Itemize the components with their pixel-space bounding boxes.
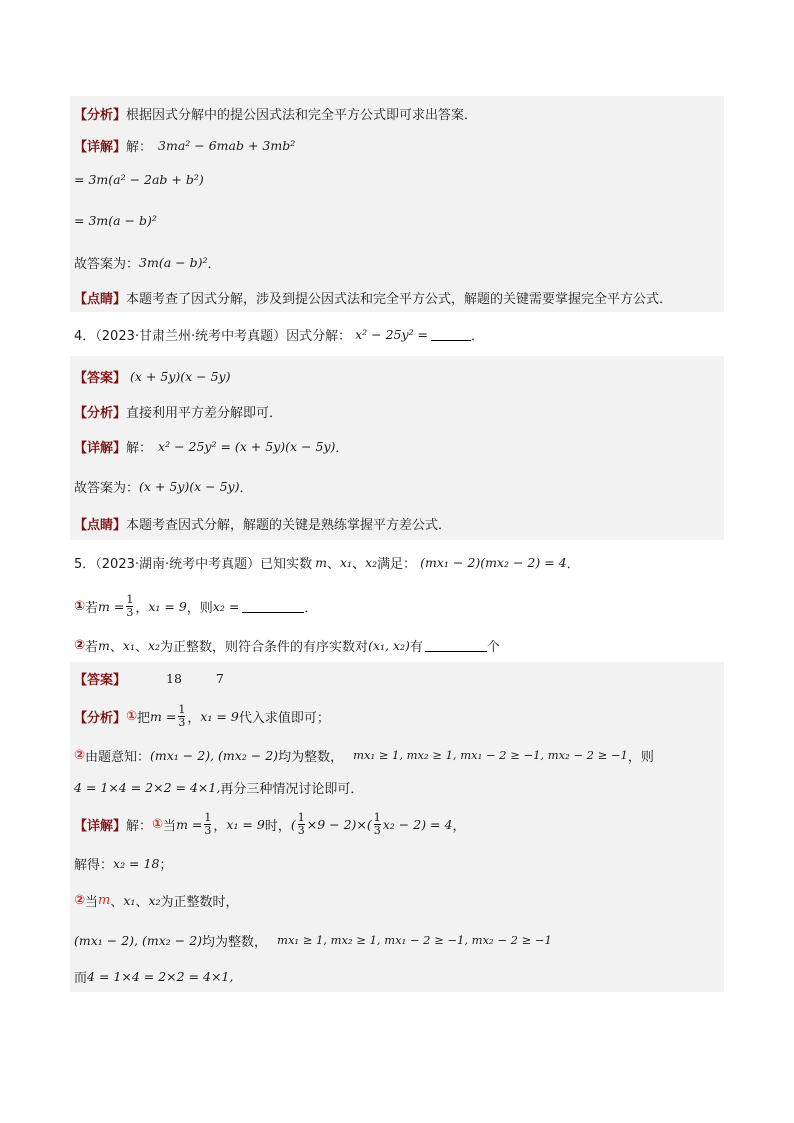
fraction-denominator: 3 bbox=[297, 823, 305, 837]
q4-solution-block bbox=[70, 356, 724, 540]
q4-analysis-row bbox=[70, 396, 724, 426]
q5-part2-b: 、 bbox=[109, 639, 123, 655]
comment-tag: 【点睛】 bbox=[74, 291, 127, 307]
q5-part1-x1: x₁ = 9 bbox=[148, 598, 187, 614]
q5-d1-end: ， bbox=[452, 818, 466, 834]
q4-detail-prefix: 解： bbox=[126, 440, 153, 456]
q4-conclusion-prefix: 故答案为： bbox=[74, 480, 140, 496]
q5-d3-d: 为正整数时， bbox=[160, 894, 239, 910]
p3-comment-row bbox=[70, 282, 724, 312]
p3-conclusion-prefix: 故答案为： bbox=[74, 256, 140, 272]
q4-conclusion-row bbox=[70, 466, 724, 506]
fraction-numerator: 1 bbox=[297, 810, 305, 824]
q5-stem-m: m bbox=[315, 554, 327, 570]
q5-stem bbox=[70, 540, 724, 584]
q5-d1-b: ， bbox=[213, 818, 227, 834]
q5-part2-e: 有 bbox=[409, 639, 423, 655]
detail-tag: 【详解】 bbox=[74, 139, 127, 155]
q5-analysis-row1 bbox=[70, 694, 724, 738]
q5-part2-blank bbox=[425, 639, 487, 652]
q5-an2-c: ，则 bbox=[627, 749, 654, 765]
q5-d1-expr-c: x₂ − 2) = 4 bbox=[382, 816, 453, 832]
q5-d2-expr: x₂ = 18 bbox=[113, 855, 160, 871]
p3-analysis-row bbox=[70, 96, 724, 130]
q5-part1-x2: x₂ = bbox=[212, 598, 240, 614]
fraction-denominator: 3 bbox=[126, 605, 134, 619]
q5-detail-row4 bbox=[70, 920, 724, 960]
detail-tag: 【详解】 bbox=[74, 440, 127, 456]
q5-d3-b: 、 bbox=[110, 894, 124, 910]
q5-d3-c: 、 bbox=[135, 894, 149, 910]
q5-d3-x2: x₂ bbox=[148, 892, 161, 908]
q5-detail-row2 bbox=[70, 846, 724, 880]
p3-conclusion-suffix: ． bbox=[207, 256, 221, 272]
q5-an1-m: m = bbox=[150, 708, 177, 724]
q5-d4-expr1: (mx₁ − 2), (mx₂ − 2) bbox=[74, 932, 203, 948]
q5-d5-expr: 4 = 1×4 = 2×2 = 4×1, bbox=[87, 968, 234, 984]
answer-tag: 【答案】 bbox=[74, 370, 127, 386]
q5-d3-x1: x₁ bbox=[123, 892, 136, 908]
fraction-denominator: 3 bbox=[178, 715, 186, 729]
p3-conclusion-expr: 3m(a − b)² bbox=[139, 254, 208, 270]
solution-page bbox=[70, 96, 724, 992]
q5-answer-row bbox=[70, 662, 724, 694]
q5-stem-c: 、 bbox=[352, 556, 366, 572]
q5-d4-expr2: mx₁ ≥ 1, mx₂ ≥ 1, mx₁ − 2 ≥ −1, mx₂ − 2 ≥ −1 bbox=[277, 933, 552, 947]
analysis-tag: 【分析】 bbox=[74, 710, 127, 726]
q5-stem-a: 5．（2023·湖南·统考中考真题）已知实数 bbox=[74, 556, 313, 572]
p3-comment-text: 本题考查了因式分解，涉及到提公因式法和完全平方公式，解题的关键需要掌握完全平方公式． bbox=[126, 291, 673, 307]
q5-detail-row5 bbox=[70, 960, 724, 992]
q5-an2-marker: ② bbox=[74, 747, 86, 763]
q5-an1-c: 代入求值即可； bbox=[238, 710, 330, 726]
fraction-numerator: 1 bbox=[178, 702, 186, 716]
q5-stem-b: 、 bbox=[326, 556, 340, 572]
fraction-numerator: 1 bbox=[204, 810, 212, 824]
p3-solution-block bbox=[70, 96, 724, 312]
detail-tag: 【详解】 bbox=[74, 818, 127, 834]
q5-part1-marker: ① bbox=[74, 598, 86, 614]
q5-d3-marker: ② bbox=[74, 892, 86, 908]
q5-an3-text: 再分三种情况讨论即可． bbox=[220, 781, 364, 797]
q5-part1-b: ， bbox=[135, 600, 149, 616]
q4-conclusion-end: ． bbox=[239, 480, 253, 496]
q5-part1-c: ，则 bbox=[186, 600, 213, 616]
q5-part1-a: 若 bbox=[85, 600, 99, 616]
p3-expr2: = 3m(a² − 2ab + b²) bbox=[74, 171, 204, 187]
fraction-denominator: 3 bbox=[204, 823, 212, 837]
comment-tag: 【点睛】 bbox=[74, 517, 127, 533]
q5-d1-marker: ① bbox=[152, 816, 164, 832]
q4-stem-text: 4．（2023·甘肃兰州·统考中考真题）因式分解： bbox=[74, 328, 352, 344]
q5-part1-end: ． bbox=[304, 600, 318, 616]
q5-d3-m: m bbox=[98, 892, 111, 908]
q5-part2-end: 个 bbox=[486, 639, 500, 655]
fraction-denominator: 3 bbox=[373, 823, 381, 837]
answer-tag: 【答案】 bbox=[74, 672, 127, 688]
q5-an2-b: 均为整数， bbox=[278, 749, 344, 765]
p3-step3-row bbox=[70, 198, 724, 242]
analysis-tag: 【分析】 bbox=[74, 107, 127, 123]
q5-stem-end: ． bbox=[566, 556, 580, 572]
p3-step2-row bbox=[70, 160, 724, 198]
q4-answer-expr: (x + 5y)(x − 5y) bbox=[130, 368, 231, 384]
q5-an2-expr2: mx₁ ≥ 1, mx₂ ≥ 1, mx₁ − 2 ≥ −1, mx₂ − 2 ≥ −1 bbox=[353, 748, 628, 762]
fraction-one-third bbox=[204, 812, 211, 837]
q4-stem-end: ． bbox=[471, 328, 485, 344]
q4-conclusion-expr: (x + 5y)(x − 5y) bbox=[139, 478, 240, 494]
fraction-numerator: 1 bbox=[126, 592, 134, 606]
fraction-numerator: 1 bbox=[373, 810, 381, 824]
q4-detail-expr: x² − 25y² = (x + 5y)(x − 5y) bbox=[158, 438, 336, 454]
p3-expr1: 3ma² − 6mab + 3mb² bbox=[158, 137, 296, 153]
q5-part2-c: 、 bbox=[134, 639, 148, 655]
q5-part2-d: 为正整数，则符合条件的有序实数对 bbox=[160, 639, 369, 655]
q5-part2-marker: ② bbox=[74, 637, 86, 653]
p3-detail-prefix: 解： bbox=[126, 139, 153, 155]
q5-stem-x2: x₂ bbox=[365, 554, 378, 570]
q4-stem bbox=[70, 312, 724, 356]
q5-analysis-row3 bbox=[70, 772, 724, 802]
q4-stem-expr: x² − 25y² = bbox=[355, 326, 429, 342]
q4-answer-blank bbox=[431, 328, 471, 341]
q5-d1-expr-b: ×9 − 2)×( bbox=[306, 816, 372, 832]
q4-detail-end: ． bbox=[335, 440, 349, 456]
q5-d1-expr-a: ( bbox=[290, 816, 296, 832]
q5-part2-x2: x₂ bbox=[147, 637, 161, 653]
q5-detail-row1 bbox=[70, 802, 724, 846]
q5-d5-a: 而 bbox=[74, 970, 88, 986]
p3-analysis-text: 根据因式分解中的提公因式法和完全平方公式即可求出答案． bbox=[126, 107, 478, 123]
q5-d1-prefix: 解： bbox=[126, 818, 153, 834]
q5-part2-a: 若 bbox=[85, 639, 99, 655]
q5-answer-1: 18 bbox=[166, 670, 182, 686]
q5-an2-a: 由题意知： bbox=[85, 749, 151, 765]
q5-an1-b: ， bbox=[187, 710, 201, 726]
q5-d1-c: 时， bbox=[264, 818, 291, 834]
q5-part2-x1: x₁ bbox=[122, 637, 135, 653]
q5-solution-block bbox=[70, 662, 724, 992]
q5-d4-b: 均为整数， bbox=[202, 934, 268, 950]
q5-part1-m: m = bbox=[98, 598, 125, 614]
q4-comment-text: 本题考查因式分解，解题的关键是熟练掌握平方差公式． bbox=[126, 517, 452, 533]
q5-part1 bbox=[70, 584, 724, 628]
q5-d1-x1: x₁ = 9 bbox=[226, 816, 265, 832]
q5-an1-a: 把 bbox=[137, 710, 151, 726]
q5-part2-m: m bbox=[98, 637, 110, 653]
q5-d2-end: ； bbox=[159, 857, 173, 873]
q4-answer-row bbox=[70, 356, 724, 396]
q5-an1-x1: x₁ = 9 bbox=[200, 708, 239, 724]
q5-d1-m: m = bbox=[176, 816, 203, 832]
q4-comment-row bbox=[70, 506, 724, 540]
q5-stem-expr: (mx₁ − 2)(mx₂ − 2) = 4 bbox=[420, 554, 567, 570]
q5-analysis-row2 bbox=[70, 738, 724, 772]
p3-detail-row bbox=[70, 130, 724, 160]
fraction-one-third bbox=[126, 594, 133, 619]
p3-conclusion-row bbox=[70, 242, 724, 282]
q5-d1-a: 当 bbox=[163, 818, 177, 834]
p3-expr3: = 3m(a − b)² bbox=[74, 212, 157, 228]
q5-stem-x1: x₁ bbox=[340, 554, 353, 570]
q5-stem-d: 满足： bbox=[377, 556, 417, 572]
q5-detail-row3 bbox=[70, 880, 724, 920]
q4-detail-row bbox=[70, 426, 724, 466]
q5-part2 bbox=[70, 628, 724, 662]
q5-an2-expr1: (mx₁ − 2), (mx₂ − 2) bbox=[150, 747, 279, 763]
fraction-one-third bbox=[298, 812, 305, 837]
q5-part2-pair: (x₁, x₂) bbox=[368, 637, 410, 653]
q4-analysis-text: 直接利用平方差分解即可． bbox=[126, 405, 283, 421]
analysis-tag: 【分析】 bbox=[74, 405, 127, 421]
q5-part1-blank bbox=[242, 600, 304, 613]
q5-an3-expr: 4 = 1×4 = 2×2 = 4×1, bbox=[74, 779, 221, 795]
q5-d3-a: 当 bbox=[85, 894, 99, 910]
q5-d2-a: 解得： bbox=[74, 857, 114, 873]
q5-answer-2: 7 bbox=[215, 670, 224, 686]
fraction-one-third bbox=[374, 812, 381, 837]
q5-an1-marker: ① bbox=[126, 708, 138, 724]
fraction-one-third bbox=[178, 704, 185, 729]
